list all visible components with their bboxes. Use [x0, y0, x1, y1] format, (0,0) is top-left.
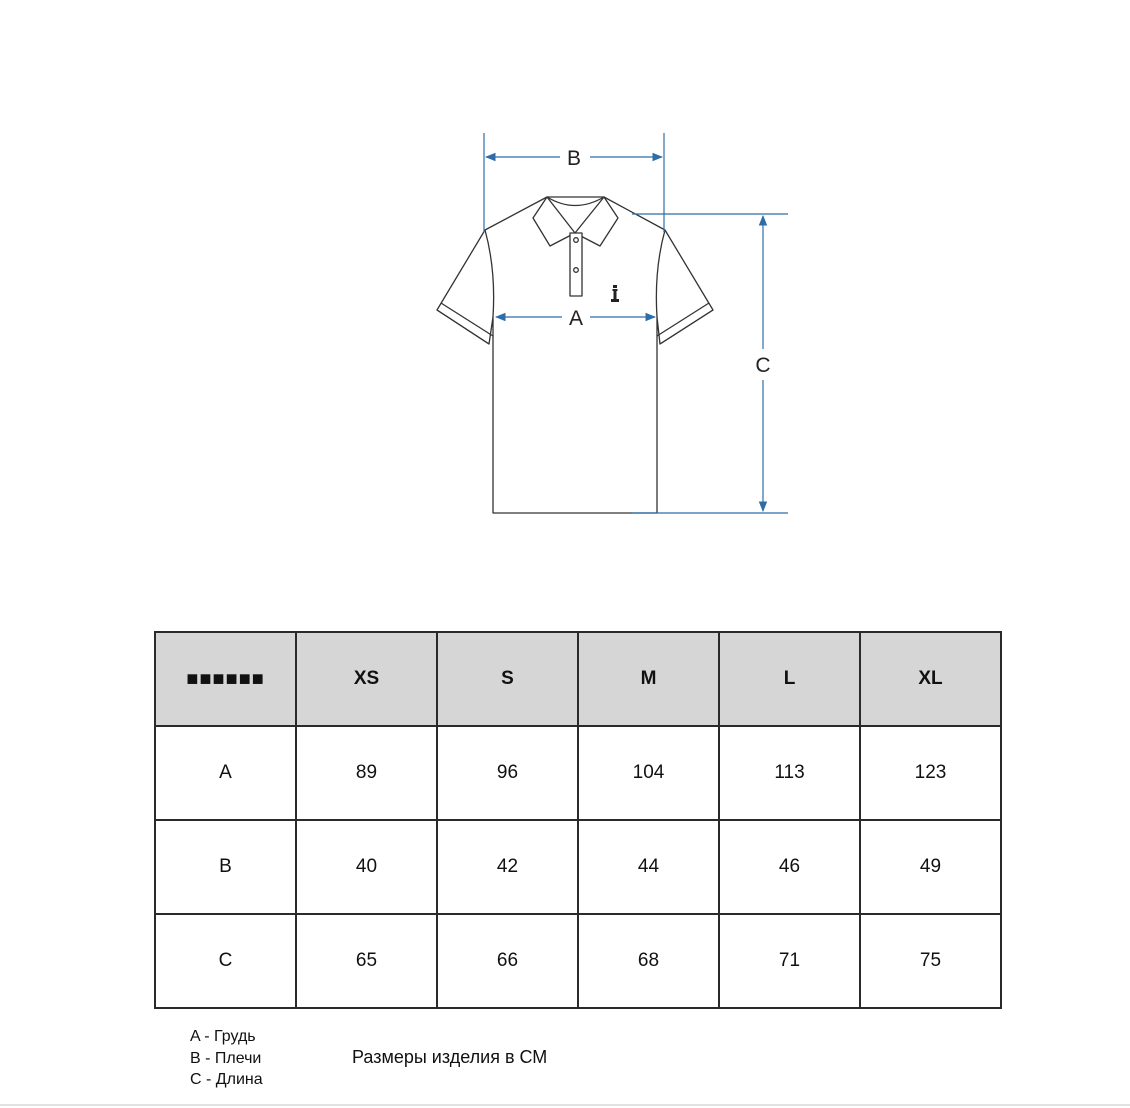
- polo-shirt-outline: [437, 197, 713, 513]
- table-cell: 65: [296, 914, 437, 1008]
- dimension-label-a: A: [568, 307, 584, 330]
- row-label: A: [155, 726, 296, 820]
- table-cell: 75: [860, 914, 1001, 1008]
- table-cell: 113: [719, 726, 860, 820]
- dimension-label-b: B: [566, 147, 582, 170]
- table-cell: 44: [578, 820, 719, 914]
- size-header-m: M: [578, 632, 719, 726]
- button-bottom: [574, 268, 579, 273]
- table-header-row: [155, 632, 1001, 726]
- table-cell: 89: [296, 726, 437, 820]
- legend-item-c: C - Длина: [190, 1071, 263, 1088]
- dimension-label-c: C: [755, 354, 771, 377]
- row-label: B: [155, 820, 296, 914]
- table-cell: 66: [437, 914, 578, 1008]
- table-cell: 96: [437, 726, 578, 820]
- table-cell: 71: [719, 914, 860, 1008]
- measurement-legend: [190, 1026, 263, 1091]
- bottom-divider: [0, 1104, 1130, 1106]
- table-cell: 104: [578, 726, 719, 820]
- table-row: [155, 726, 1001, 820]
- table-cell: 42: [437, 820, 578, 914]
- table-row: [155, 914, 1001, 1008]
- legend-item-b: B - Плечи: [190, 1049, 262, 1067]
- size-header-l: L: [719, 632, 860, 726]
- legend-item-a: A - Грудь: [190, 1028, 256, 1045]
- table-cell: 123: [860, 726, 1001, 820]
- table-cell: 40: [296, 820, 437, 914]
- size-header-s: S: [437, 632, 578, 726]
- units-note: Размеры изделия в СМ: [352, 1047, 548, 1067]
- button-top: [574, 238, 579, 243]
- size-chart-table: [154, 631, 1002, 1009]
- size-header-xl: XL: [860, 632, 1001, 726]
- table-row: [155, 820, 1001, 914]
- table-cell: 49: [860, 820, 1001, 914]
- table-cell: 46: [719, 820, 860, 914]
- row-label: C: [155, 914, 296, 1008]
- size-header-xs: XS: [296, 632, 437, 726]
- table-cell: 68: [578, 914, 719, 1008]
- table-corner-cell: ■■■■■■: [155, 632, 296, 726]
